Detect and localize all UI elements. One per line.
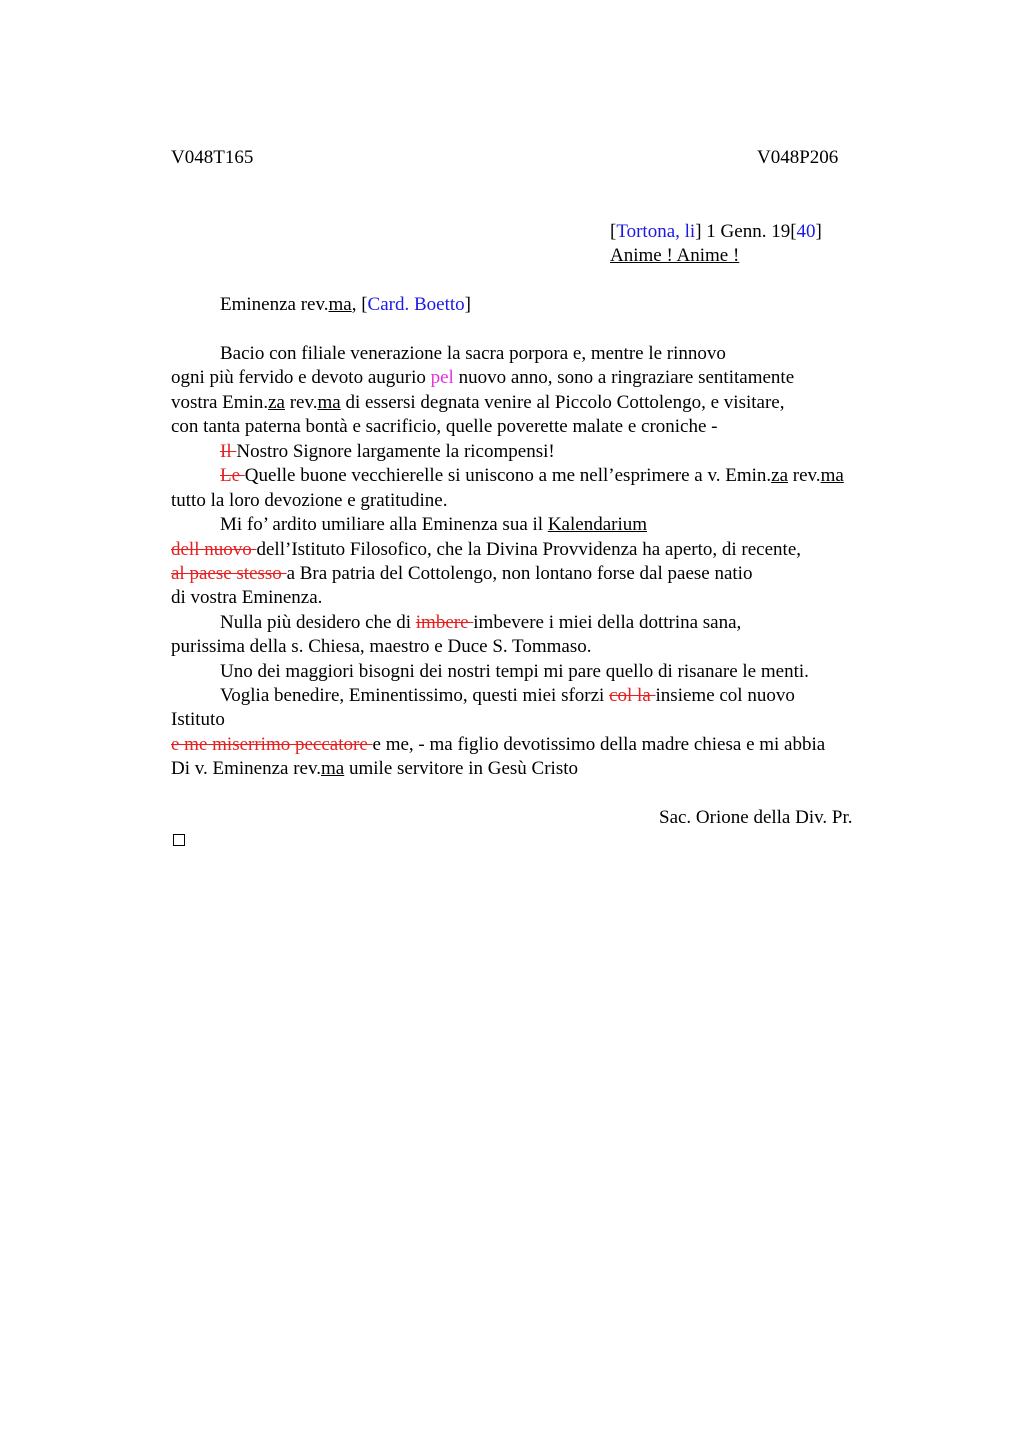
signature: Sac. Orione della Div. Pr. [659,807,853,828]
deleted-text: Le [220,465,245,486]
abbr: za [268,392,285,413]
text: Nostro Signore largamente la ricompensi! [236,441,555,462]
text: rev. [788,465,821,486]
bracket: ] [464,294,471,315]
dateline [610,221,822,243]
deleted-text: al paese stesso [171,563,287,584]
bracket: ] [815,221,822,242]
body-line-11: di vostra Eminenza. [171,587,323,608]
title-underlined: Kalendarium [547,514,648,535]
year-suffix: 40 [796,221,816,242]
abbr: ma [317,392,341,413]
text: vostra Emin. [171,392,269,413]
body-line-2 [171,367,794,389]
body-line-14: Uno dei maggiori bisogni dei nostri tempi mi pare quello di risanare le menti. [220,661,809,682]
highlighted-word: pel [430,367,454,388]
empty-square-icon [173,834,185,846]
abbr: za [771,465,789,486]
body-line-5 [220,441,555,463]
body-line-17 [171,734,825,756]
body-line-6 [220,465,844,487]
text: Di v. Eminenza rev. [171,758,322,779]
text: Quelle buone vecchierelle si uniscono a me nell’esprimere a v. Emin. [244,465,772,486]
abbr: ma [321,758,345,779]
body-line-8 [220,514,647,536]
text: e me, - ma figlio devotissimo della madre chiesa e mi abbia [372,734,826,755]
text: Nulla più desidero che di [220,612,416,633]
text: imbevere i miei della dottrina sana, [473,612,742,633]
abbr: ma [820,465,844,486]
text: umile servitore in Gesù Cristo [344,758,579,779]
text: Mi fo’ ardito umiliare alla Eminenza sua il [220,514,548,535]
body-line-7: tutto la loro devozione e gratitudine. [171,490,448,511]
text: rev. [284,392,318,413]
text: nuovo anno, sono a ringraziare sentitamente [453,367,795,388]
deleted-text: col la [609,685,656,706]
bracket: [ [610,221,617,242]
text: ogni più fervido e devoto augurio [171,367,431,388]
text: dell’Istituto Filosofico, che la Divina Provvidenza ha aperto, di recente, [256,539,801,560]
addressee: Card. Boetto [367,294,465,315]
body-line-18 [171,758,578,780]
salutation-text: Eminenza rev. [220,294,329,315]
place-name: Tortona, li [616,221,696,242]
motto: Anime ! Anime ! [610,245,740,266]
body-line-15 [220,685,795,707]
text: a Bra patria del Cottolengo, non lontano forse dal paese natio [286,563,753,584]
body-line-12 [220,612,741,634]
body-line-4: con tanta paterna bontà e sacrificio, quelle poverette malate e croniche - [171,416,718,437]
text: Voglia benedire, Eminentissimo, questi miei sforzi [220,685,610,706]
date-text: 1 Genn. 19[ [701,221,797,242]
header-left-code: V048T165 [171,147,254,168]
body-line-16: Istituto [171,709,225,730]
body-line-1: Bacio con filiale venerazione la sacra porpora e, mentre le rinnovo [220,343,726,364]
text: di essersi degnata venire al Piccolo Cottolengo, e visitare, [340,392,785,413]
body-line-13: purissima della s. Chiesa, maestro e Duce S. Tommaso. [171,636,592,657]
body-line-9 [171,539,801,561]
abbr: ma [328,294,352,315]
text: insieme col nuovo [655,685,795,706]
deleted-text: dell nuovo [171,539,257,560]
header-right-code: V048P206 [757,147,839,168]
body-line-10 [171,563,752,585]
deleted-text: imbere [415,612,474,633]
deleted-text: e me miserrimo peccatore [171,734,373,755]
deleted-text: Il [220,441,237,462]
body-line-3 [171,392,784,414]
separator: , [ [351,294,368,315]
salutation [220,294,471,316]
bracket: ] [695,221,702,242]
